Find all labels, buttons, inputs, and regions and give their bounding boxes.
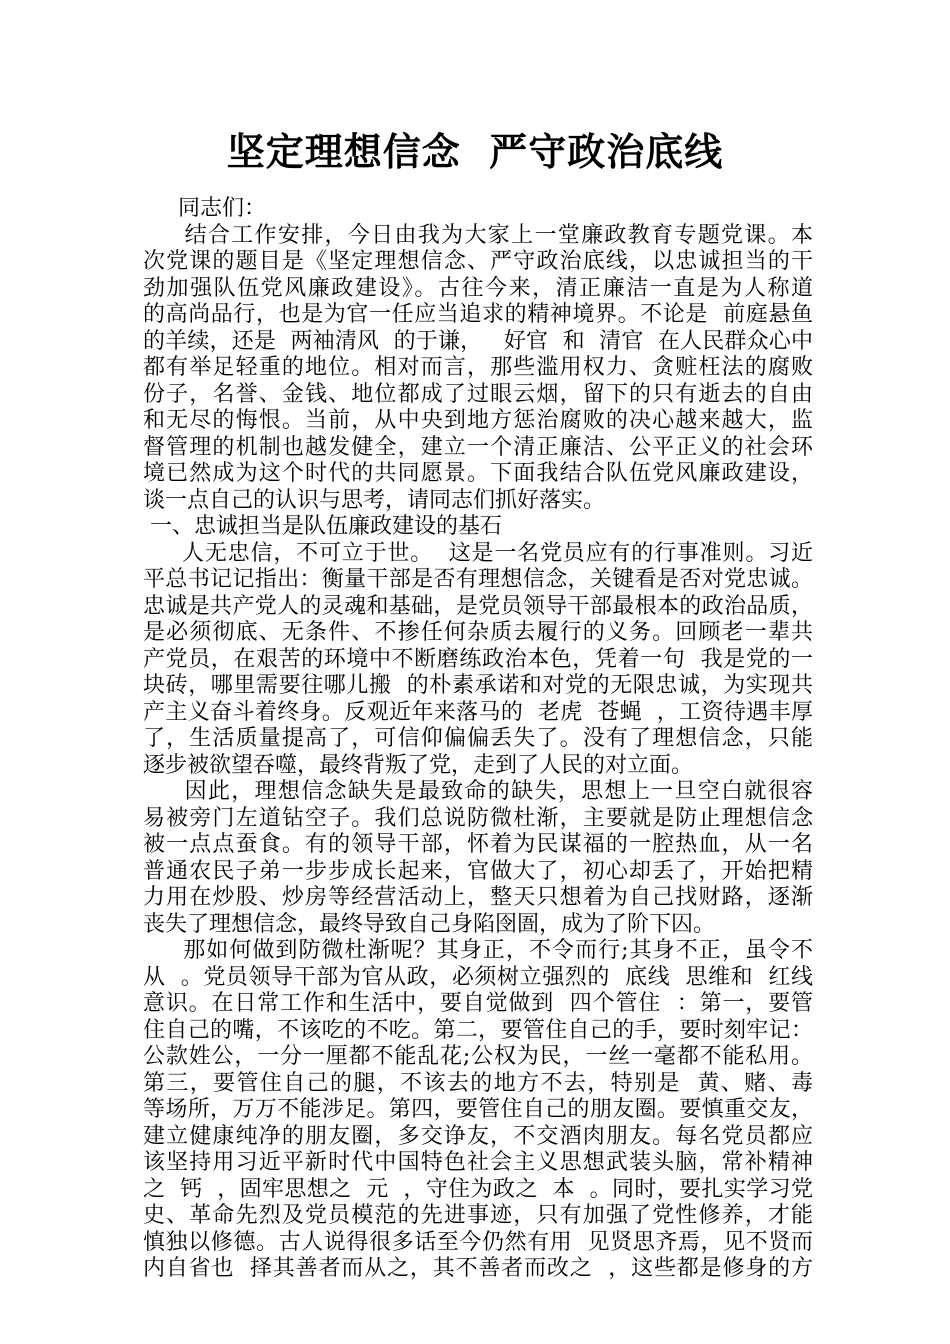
text-line: 的羊续，还是 两袖清风 的于谦， 好官 和 清官 在人民群众心中 (143, 328, 813, 354)
text-line: 同志们： (143, 196, 266, 221)
text-line: 公款姓公，一分一厘都不能乱花;公权为民，一丝一毫都不能私用。 (143, 1044, 813, 1069)
text-line: 谈一点自己的认识与思考，请同志们抓好落实。 (143, 487, 606, 513)
text-line: 逐步被欲望吞噬，最终背叛了党，走到了人民的对立面。 (143, 752, 694, 778)
text-line: 劲加强队伍党风廉政建设》。古往今来，清正廉洁一直是为人称道 (143, 275, 813, 301)
text-line: 史、革命先烈及党员模范的先进事迹，只有加强了党性修养，才能 (143, 1203, 813, 1228)
text-line: 力用在炒股、炒房等经营活动上，整天只想着为自己找财路，逐渐 (143, 885, 813, 910)
text-line: 了，生活质量提高了，可信仰偏偏丢失了。没有了理想信念，只能 (143, 726, 813, 751)
text-line: 易被旁门左道钻空子。我们总说防微杜渐，主要就是防止理想信念 (143, 805, 813, 831)
text-line: 是必须彻底、无条件、不掺任何杂质去履行的义务。回顾老一辈共 (143, 620, 813, 645)
text-line: 产主义奋斗着终身。反观近年来落马的 老虎 苍蝇 ，工资待遇丰厚 (143, 699, 813, 725)
text-line: 第三，要管住自己的腿，不该去的地方不去，特别是 黄、赌、毒 (143, 1070, 813, 1096)
text-line: 督管理的机制也越发健全，建立一个清正廉洁、公平正义的社会环 (143, 434, 813, 460)
text-line: 一、忠诚担当是队伍廉政建设的基石 (143, 514, 502, 539)
text-line: 人无忠信，不可立于世。 这是一名党员应有的行事准则。习近 (143, 540, 813, 566)
text-line: 丧失了理想信念，最终导致自己身陷囹圄，成为了阶下囚。 (143, 911, 716, 937)
text-line: 和无尽的悔恨。当前，从中央到地方惩治腐败的决心越来越大，监 (143, 408, 813, 433)
text-line: 慎独以修德。古人说得很多话至今仍然有用 见贤思齐焉，见不贤而 (143, 1229, 813, 1255)
text-line: 该坚持用习近平新时代中国特色社会主义思想武装头脑，常补精神 (143, 1150, 813, 1175)
text-line: 忠诚是共产党人的灵魂和基础，是党员领导干部最根本的政治品质， (143, 593, 813, 619)
text-line: 被一点点蚕食。有的领导干部，怀着为民谋福的一腔热血，从一名 (143, 832, 813, 857)
text-line: 之 钙 ，固牢思想之 元 ，守住为政之 本 。同时，要扎实学习党 (143, 1176, 813, 1202)
text-line: 的高尚品行，也是为官一任应当追求的精神境界。不论是 前庭悬鱼 (143, 302, 813, 327)
document-body (143, 196, 813, 1283)
text-line: 都有举足轻重的地位。相对而言，那些滥用权力、贪赃枉法的腐败 (143, 355, 813, 380)
text-line: 次党课的题目是《坚定理想信念、严守政治底线，以忠诚担当的干 (143, 249, 813, 274)
text-line: 份子，名誉、金钱、地位都成了过眼云烟，留下的只有逝去的自由 (143, 381, 813, 407)
text-line: 块砖，哪里需要往哪儿搬 的朴素承诺和对党的无限忠诚，为实现共 (143, 673, 813, 698)
text-line: 内自省也 择其善者而从之，其不善者而改之 ，这些都是修身的方 (143, 1256, 813, 1281)
text-line: 等场所，万万不能涉足。第四，要管住自己的朋友圈。要慎重交友， (143, 1097, 813, 1122)
document-title: 坚定理想信念 严守政治底线 (226, 130, 724, 174)
text-line: 产党员，在艰苦的环境中不断磨练政治本色，凭着一句 我是党的一 (143, 646, 813, 672)
text-line: 结合工作安排，今日由我为大家上一堂廉政教育专题党课。本 (143, 222, 813, 248)
text-line: 意识。在日常工作和生活中，要自觉做到 四个管住 ：第一，要管 (143, 991, 813, 1016)
text-line: 那如何做到防微杜渐呢？其身正，不令而行;其身不正，虽令不 (143, 938, 813, 963)
text-line: 平总书记记指出：衡量干部是否有理想信念，关键看是否对党忠诚。 (143, 567, 813, 592)
text-line: 境已然成为这个时代的共同愿景。下面我结合队伍党风廉政建设， (143, 461, 813, 486)
text-line: 建立健康纯净的朋友圈，多交诤友，不交酒肉朋友。每名党员都应 (143, 1123, 813, 1149)
text-line: 普通农民子弟一步步成长起来，官做大了，初心却丢了，开始把精 (143, 858, 813, 884)
text-line: 从 。党员领导干部为官从政，必须树立强烈的 底线 思维和 红线 (143, 964, 813, 990)
text-line: 因此，理想信念缺失是最致命的缺失，思想上一旦空白就很容 (143, 779, 813, 804)
text-line: 住自己的嘴，不该吃的不吃。第二，要管住自己的手，要时刻牢记： (143, 1017, 813, 1043)
